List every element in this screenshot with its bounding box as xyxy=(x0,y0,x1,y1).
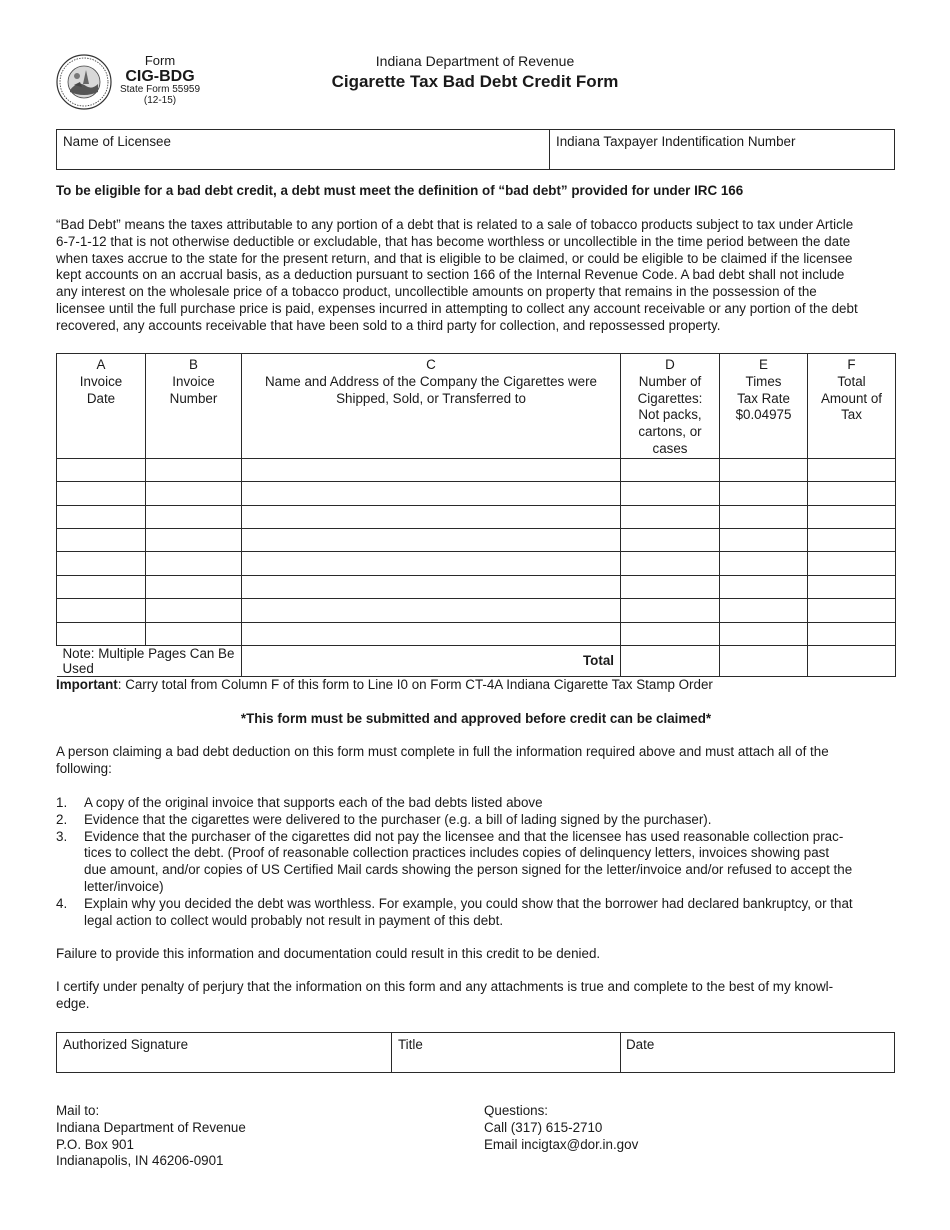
cigarette-count-cell[interactable] xyxy=(621,458,720,481)
tax-rate-cell[interactable] xyxy=(720,482,808,505)
table-header-row xyxy=(57,354,896,459)
licensee-name-label: Name of Licensee xyxy=(63,134,171,149)
submit-notice: *This form must be submitted and approved before credit can be claimed* xyxy=(240,711,712,726)
mail-to-line: P.O. Box 901 xyxy=(56,1136,134,1152)
form-revision: (12-15) xyxy=(143,94,177,106)
table-row xyxy=(57,575,896,598)
list-item-line: A copy of the original invoice that supports each of the bad debts listed above xyxy=(84,795,543,810)
column-header-f: F Total Amount of Tax xyxy=(808,354,896,459)
signature-box-divider xyxy=(620,1033,621,1072)
column-header-a: A Invoice Date xyxy=(57,354,146,459)
indiana-state-seal xyxy=(56,54,112,110)
invoice-date-cell[interactable] xyxy=(57,599,146,622)
cigarette-count-cell[interactable] xyxy=(621,482,720,505)
company-name-address-cell[interactable] xyxy=(242,528,621,551)
important-label: Important xyxy=(56,677,118,692)
column-header-c: C Name and Address of the Company the Cigarettes were Shipped, Sold, or Transferred to xyxy=(242,354,621,459)
invoice-number-cell[interactable] xyxy=(146,622,242,645)
total-tax-cell[interactable] xyxy=(808,599,896,622)
table-row xyxy=(57,505,896,528)
certify-line: I certify under penalty of perjury that the information on this form and any attachments is true and complete to the best of my knowl- xyxy=(56,979,834,994)
important-text: : Carry total from Column F of this form to Line I0 on Form CT-4A Indiana Cigarette Tax Stamp Order xyxy=(117,677,713,692)
list-item-line: Evidence that the purchaser of the cigarettes did not pay the licensee and that the licensee has used reasonable collection prac- xyxy=(84,828,844,844)
authorized-signature-label: Authorized Signature xyxy=(63,1037,189,1052)
invoice-number-cell[interactable] xyxy=(146,458,242,481)
total-tax-cell[interactable] xyxy=(808,622,896,645)
table-row xyxy=(57,458,896,481)
total-tax-amount-cell[interactable] xyxy=(808,645,896,676)
table-row xyxy=(57,482,896,505)
table-row xyxy=(57,622,896,645)
tax-rate-cell[interactable] xyxy=(720,552,808,575)
tax-rate-cell[interactable] xyxy=(720,505,808,528)
company-name-address-cell[interactable] xyxy=(242,458,621,481)
list-item xyxy=(56,829,896,896)
table-row xyxy=(57,599,896,622)
department-name: Indiana Department of Revenue xyxy=(375,53,575,69)
list-item-line: Evidence that the cigarettes were delivered to the purchaser (e.g. a bill of lading signed by the purchaser). xyxy=(84,811,712,827)
mail-to-line: Mail to: xyxy=(56,1103,100,1118)
invoice-date-cell[interactable] xyxy=(57,528,146,551)
certify-line: edge. xyxy=(56,995,90,1011)
licensee-info-box xyxy=(56,129,895,170)
invoice-date-cell[interactable] xyxy=(57,622,146,645)
cigarette-count-cell[interactable] xyxy=(621,622,720,645)
list-item-line: due amount, and/or copies of US Certified Mail cards showing the person signed for the letter/invoice and/or refused to accept the xyxy=(84,862,853,878)
column-header-b: B Invoice Number xyxy=(146,354,242,459)
cigarette-count-cell[interactable] xyxy=(621,552,720,575)
tax-rate-cell[interactable] xyxy=(720,458,808,481)
list-item-line: tices to collect the debt. (Proof of reasonable collection practices includes copies of delinquency letters, invoices showing past xyxy=(84,845,830,861)
column-header-d: D Number of Cigarettes: Not packs, cartons, or cases xyxy=(621,354,720,459)
definition-line: recovered, any accounts receivable that have been sold to a third party for collection, and repossessed property. xyxy=(56,317,721,333)
total-tax-cell[interactable] xyxy=(808,528,896,551)
failure-notice: Failure to provide this information and documentation could result in this credit to be denied. xyxy=(56,946,601,961)
company-name-address-cell[interactable] xyxy=(242,622,621,645)
form-id-block xyxy=(110,54,210,106)
total-label: Total xyxy=(242,645,621,676)
date-label: Date xyxy=(626,1037,655,1052)
table-row xyxy=(57,528,896,551)
title-block xyxy=(260,53,690,92)
licensee-box-divider xyxy=(549,130,550,169)
questions-phone: Call (317) 615-2710 xyxy=(484,1119,603,1135)
company-name-address-cell[interactable] xyxy=(242,552,621,575)
cigarette-count-cell[interactable] xyxy=(621,575,720,598)
invoice-number-cell[interactable] xyxy=(146,528,242,551)
list-item-number: 3. xyxy=(56,828,68,844)
definition-line: licensee until the full purchase price is paid, expenses incurred in attempting to collect any account receivable or any portion of the debt xyxy=(56,300,858,316)
tax-rate-cell[interactable] xyxy=(720,622,808,645)
tax-rate-cell[interactable] xyxy=(720,528,808,551)
definition-line: “Bad Debt” means the taxes attributable to any portion of a debt that is related to a sale of tobacco products subject to tax under Article xyxy=(56,217,854,232)
total-cigarettes-cell[interactable] xyxy=(621,645,720,676)
requirements-list xyxy=(56,795,896,929)
total-tax-rate-cell[interactable] xyxy=(720,645,808,676)
questions-email: Email incigtax@dor.in.gov xyxy=(484,1136,639,1152)
company-name-address-cell[interactable] xyxy=(242,599,621,622)
company-name-address-cell[interactable] xyxy=(242,505,621,528)
signature-box xyxy=(56,1032,895,1073)
definition-line: when taxes accrue to the state for the present return, and that is eligible to be claimed, or could be eligible to be claimed if the licensee xyxy=(56,250,853,266)
bad-debt-table xyxy=(56,353,896,677)
signature-box-divider xyxy=(391,1033,392,1072)
mail-to-line: Indianapolis, IN 46206-0901 xyxy=(56,1153,224,1169)
invoice-date-cell[interactable] xyxy=(57,458,146,481)
form-word: Form xyxy=(144,53,176,68)
title-label: Title xyxy=(398,1037,423,1052)
total-tax-cell[interactable] xyxy=(808,458,896,481)
tin-label: Indiana Taxpayer Indentification Number xyxy=(556,134,796,149)
list-item xyxy=(56,795,896,812)
total-tax-cell[interactable] xyxy=(808,482,896,505)
mail-to-address xyxy=(56,1103,246,1170)
tax-rate-cell[interactable] xyxy=(720,575,808,598)
multiple-pages-note: Note: Multiple Pages Can Be Used xyxy=(57,645,242,676)
list-item-line: legal action to collect would probably not result in payment of this debt. xyxy=(84,912,504,928)
invoice-number-cell[interactable] xyxy=(146,599,242,622)
certification-statement xyxy=(56,979,896,1013)
total-row xyxy=(57,645,896,676)
form-code: CIG-BDG xyxy=(125,67,195,85)
definition-line: kept accounts on an accrual basis, as a deduction pursuant to section 166 of the Internal Revenue Code. A bad debt shall not include xyxy=(56,267,845,283)
list-item-line: letter/invoice) xyxy=(84,878,164,894)
list-item-number: 2. xyxy=(56,811,68,827)
table-row xyxy=(57,552,896,575)
eligibility-heading: To be eligible for a bad debt credit, a debt must meet the definition of “bad debt” provided for under IRC 166 xyxy=(56,183,744,198)
total-tax-cell[interactable] xyxy=(808,575,896,598)
invoice-date-cell[interactable] xyxy=(57,482,146,505)
invoice-number-cell[interactable] xyxy=(146,505,242,528)
definition-line: 6-7-1-12 that is not otherwise deductible or excludable, that has become worthless or uncollectible in the time period between the date xyxy=(56,233,851,249)
list-item-line: Explain why you decided the debt was worthless. For example, you could show that the borrower had declared bankruptcy, or that xyxy=(84,895,853,911)
cigarette-count-cell[interactable] xyxy=(621,505,720,528)
column-header-e: E Times Tax Rate $0.04975 xyxy=(720,354,808,459)
intro-paragraph xyxy=(56,744,896,778)
list-item-number: 1. xyxy=(56,795,68,810)
state-form-number: State Form 55959 xyxy=(119,84,201,96)
invoice-number-cell[interactable] xyxy=(146,575,242,598)
questions-line: Questions: xyxy=(484,1103,549,1118)
mail-to-line: Indiana Department of Revenue xyxy=(56,1119,246,1135)
invoice-date-cell[interactable] xyxy=(57,575,146,598)
cigarette-count-cell[interactable] xyxy=(621,599,720,622)
intro-line: following: xyxy=(56,760,112,776)
invoice-number-cell[interactable] xyxy=(146,552,242,575)
cigarette-count-cell[interactable] xyxy=(621,528,720,551)
page-title: Cigarette Tax Bad Debt Credit Form xyxy=(331,72,619,91)
invoice-date-cell[interactable] xyxy=(57,552,146,575)
total-tax-cell[interactable] xyxy=(808,505,896,528)
total-tax-cell[interactable] xyxy=(808,552,896,575)
questions-contact xyxy=(484,1103,638,1153)
important-note xyxy=(56,677,896,694)
list-item-number: 4. xyxy=(56,895,68,911)
bad-debt-definition xyxy=(56,217,896,335)
list-item xyxy=(56,896,896,930)
definition-line: any interest on the wholesale price of a tobacco product, uncollectible amounts on property that remains in the possession of the xyxy=(56,284,817,300)
company-name-address-cell[interactable] xyxy=(242,575,621,598)
invoice-number-cell[interactable] xyxy=(146,482,242,505)
list-item xyxy=(56,812,896,829)
company-name-address-cell[interactable] xyxy=(242,482,621,505)
invoice-date-cell[interactable] xyxy=(57,505,146,528)
intro-line: A person claiming a bad debt deduction on this form must complete in full the information required above and must attach all of the xyxy=(56,744,829,759)
tax-rate-cell[interactable] xyxy=(720,599,808,622)
